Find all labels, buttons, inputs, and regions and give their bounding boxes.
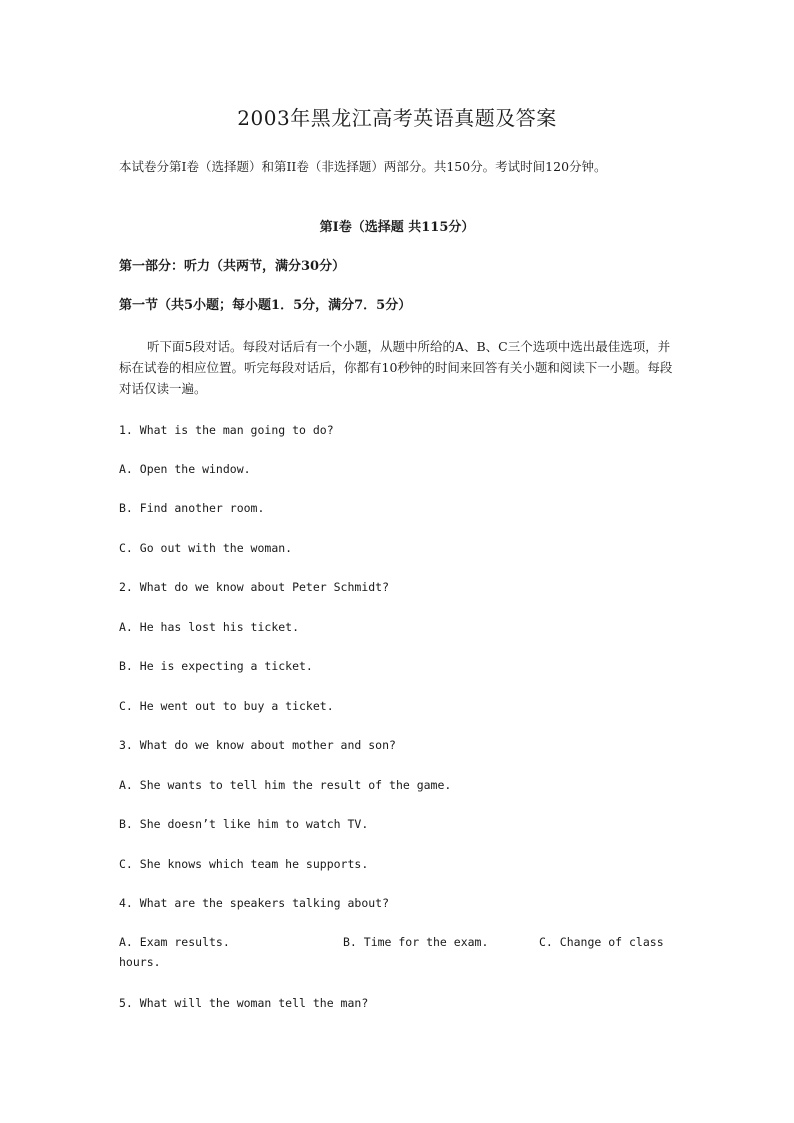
section-heading-listening: 第一部分：听力（共两节，满分30分） <box>119 259 346 274</box>
answer-option: C. She knows which team he supports. <box>119 857 369 871</box>
part-one-heading: 第I卷（选择题 共115分） <box>319 220 475 235</box>
answer-option: A. Exam results. <box>119 935 230 949</box>
answer-option: A. Open the window. <box>119 462 251 476</box>
exam-intro: 本试卷分第I卷（选择题）和第II卷（非选择题）两部分。共150分。考试时间120分钟。 <box>119 159 607 174</box>
answer-option: A. She wants to tell him the result of the game. <box>119 778 452 792</box>
answer-option: B. He is expecting a ticket. <box>119 659 313 673</box>
answer-option: A. He has lost his ticket. <box>119 620 300 634</box>
answer-option: B. Time for the exam. <box>343 935 489 949</box>
answer-option: B. Find another room. <box>119 501 265 515</box>
answer-option: C. Change of class <box>539 935 664 949</box>
answer-option: C. Go out with the woman. <box>119 541 293 555</box>
question-stem: 5. What will the woman tell the man? <box>119 996 369 1010</box>
answer-option: B. She doesn’t like him to watch TV. <box>119 817 369 831</box>
listening-instructions: 听下面5段对话。每段对话后有一个小题，从题中所给的A、B、C三个选项中选出最佳选项，并标在试卷的相应位置。听完每段对话后，你都有10秒钟的时间来回答有关小题和阅读下一小题。每段对话仅读一遍。 <box>119 339 673 396</box>
question-stem: 4. What are the speakers talking about? <box>119 896 390 910</box>
document-title: 2003年黑龙江高考英语真题及答案 <box>237 106 557 130</box>
subsection-heading: 第一节（共5小题；每小题1．5分，满分7．5分） <box>119 298 412 313</box>
question-stem: 2. What do we know about Peter Schmidt? <box>119 580 390 594</box>
answer-option: C. He went out to buy a ticket. <box>119 699 334 713</box>
question-stem: 1. What is the man going to do? <box>119 423 334 437</box>
question-stem: 3. What do we know about mother and son? <box>119 738 396 752</box>
answer-option-continuation: hours. <box>119 955 161 969</box>
